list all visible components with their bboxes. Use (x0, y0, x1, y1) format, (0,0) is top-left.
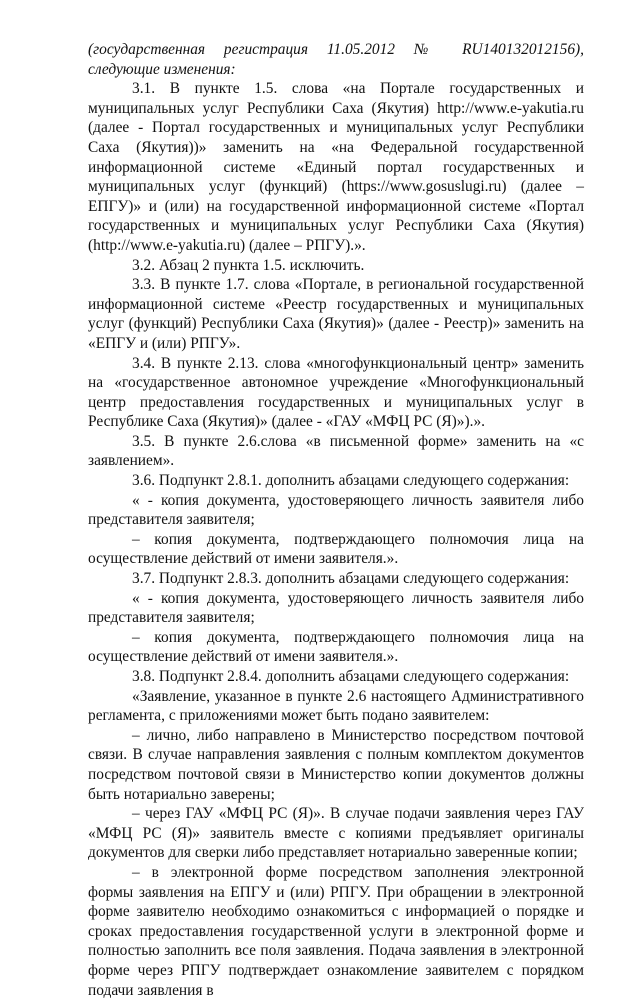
item-3-7-bullet-1: « - копия документа, удостоверяющего личность заявителя либо представителя заявителя; (88, 589, 584, 627)
item-3-2-paragraph: 3.2. Абзац 2 пункта 1.5. исключить. (132, 256, 365, 274)
item-3-5-paragraph: 3.5. В пункте 2.6.слова «в письменной форме» заменить на «с заявлением». (88, 432, 584, 470)
item-3-1-paragraph: 3.1. В пункте 1.5. слова «на Портале государственных и муниципальных услуг Республики Саха (Якутия) http://www.e-yakutia.ru (далее - Портал государственных и муниципальных услуг Республики Саха (Якутия))» заменить на «на Федеральной государственной информационной системе «Единый портал государственных и муниципальных услуг (функций) (https://www.gosuslugi.ru) (далее – ЕПГУ)» и (или) на государственной информационной системе «Портал государственных и муниципальных услуг Республики Саха (Якутия) (http://www.e-yakutia.ru) (далее – РПГУ).». (88, 80, 584, 254)
item-3-6-paragraph: 3.6. Подпункт 2.8.1. дополнить абзацами следующего содержания: (132, 472, 570, 490)
item-3-7-paragraph: 3.7. Подпункт 2.8.3. дополнить абзацами следующего содержания: (132, 570, 570, 588)
submission-bullet-mfc: – через ГАУ «МФЦ РС (Я)». В случае подачи заявления через ГАУ «МФЦ РС (Я)» заявитель вместе с копиями предъявляет оригиналы документов для сверки либо представляет нотариально заверенные копии; (88, 805, 584, 862)
submission-bullet-electronic: – в электронной форме посредством заполнения электронной формы заявления на ЕПГУ и (или) РПГУ. При обращении в электронной форме заявителю необходимо ознакомиться с информацией о порядке и сроках предоставления государственной услуги в электронной форме и полностью заполнить все поля заявления. Подача заявления в электронной форме через РПГУ подтверждает ознакомление заявителем с порядком подачи заявления в (88, 863, 584, 999)
submission-bullet-in-person: – лично, либо направлено в Министерство посредством почтовой связи. В случае направления заявления с полным комплектом документов посредством почтовой связи в Министерство копии документов должны быть нотариально заверены; (88, 726, 584, 803)
item-3-8-paragraph: 3.8. Подпункт 2.8.4. дополнить абзацами следующего содержания: (132, 668, 570, 685)
item-3-7-bullet-2: – копия документа, подтверждающего полномочия лица на осуществление действий от имени заявителя.». (88, 628, 584, 666)
intro-paragraph: (государственная регистрация 11.05.2012 № RU140132012156), следующие изменения: (88, 41, 584, 78)
item-3-6-bullet-2: – копия документа, подтверждающего полномочия лица на осуществление действий от имени заявителя.». (88, 530, 584, 568)
item-3-3-paragraph: 3.3. В пункте 1.7. слова «Портале, в региональной государственной информационной системе «Реестр государственных и муниципальных услуг (функций) Республики Саха (Якутия)» (далее - Реестр)» заменить на «ЕПГУ и (или) РПГУ». (88, 276, 584, 352)
application-paragraph: «Заявление, указанное в пункте 2.6 настоящего Административного регламента, с приложениями может быть подано заявителем: (88, 687, 584, 725)
item-3-4-paragraph: 3.4. В пункте 2.13. слова «многофункциональный центр» заменить на «государственное автономное учреждение «Многофункциональный центр предоставления государственных и муниципальных услуг в Республике Саха (Якутия)» (далее - «ГАУ «МФЦ РС (Я)»).». (88, 354, 584, 431)
item-3-6-bullet-1: « - копия документа, удостоверяющего личность заявителя либо представителя заявителя; (88, 491, 584, 529)
